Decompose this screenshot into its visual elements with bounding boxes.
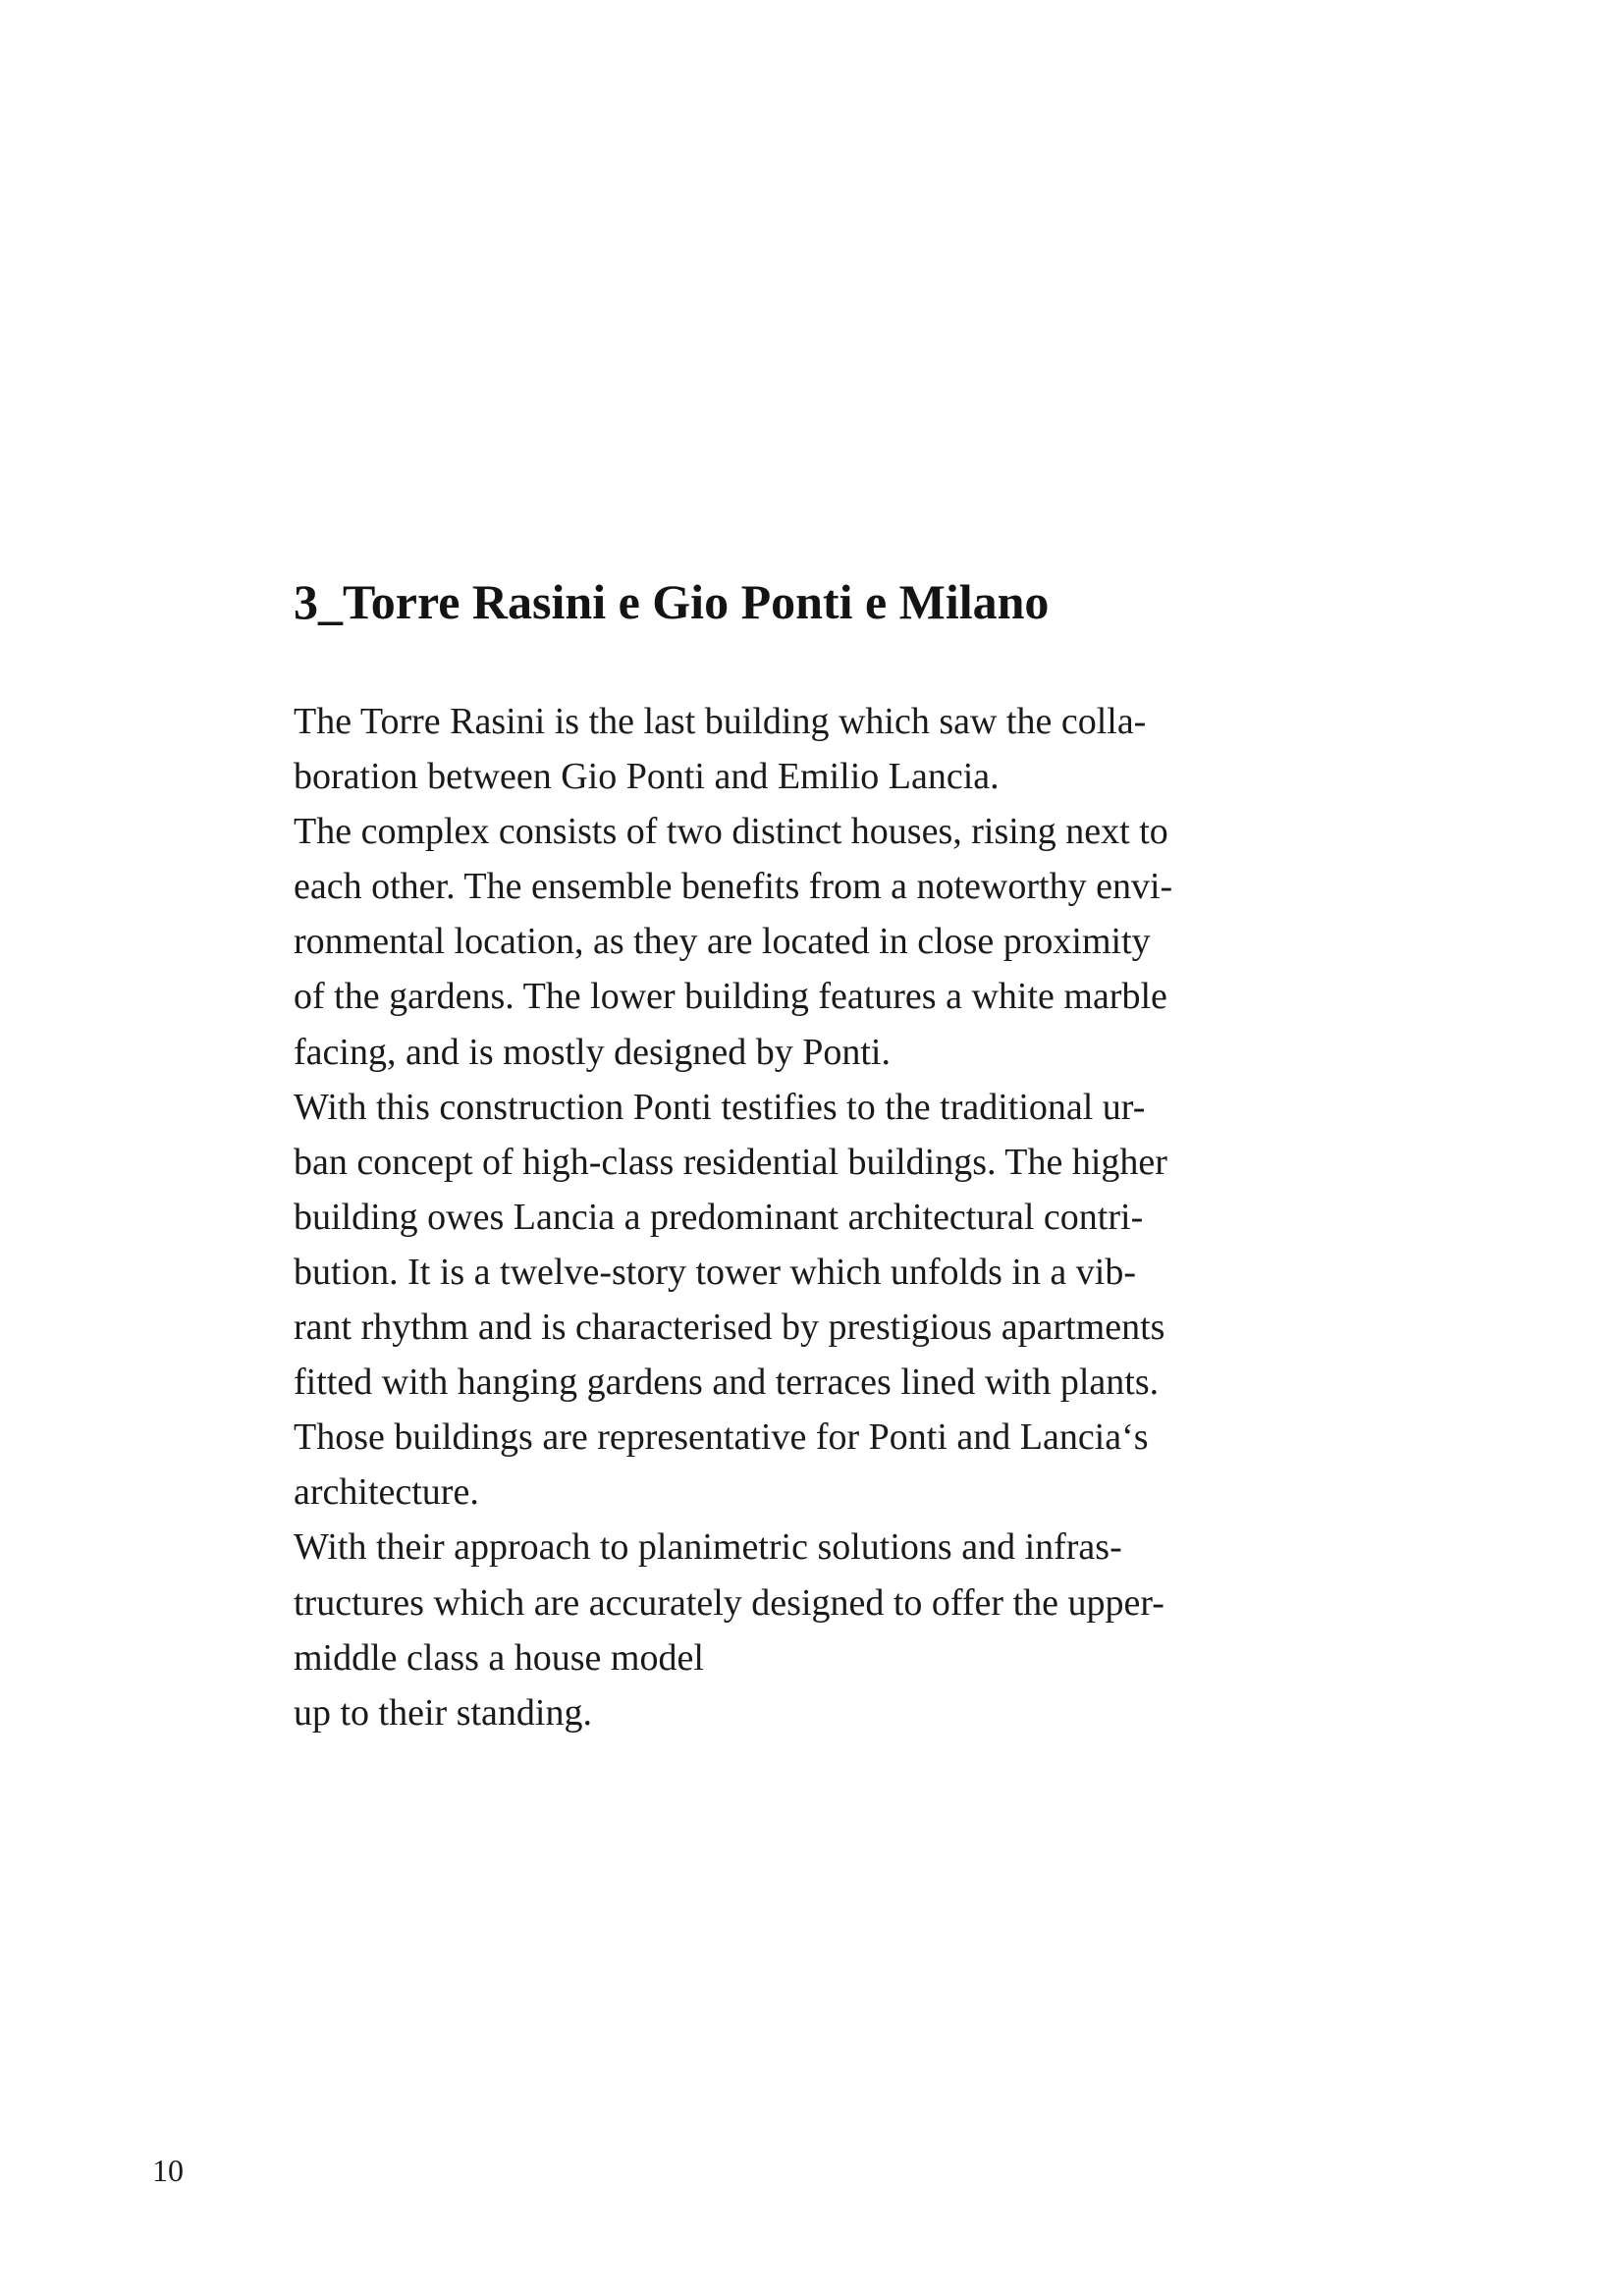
body-line: rant rhythm and is characterised by prestigious apartments bbox=[294, 1307, 1165, 1349]
body-line: fitted with hanging gardens and terraces lined with plants. bbox=[294, 1362, 1160, 1404]
body-line: tructures which are accurately designed to offer the upper- bbox=[294, 1581, 1164, 1624]
body-line: building owes Lancia a predominant architectural contri- bbox=[294, 1196, 1144, 1238]
body-line: With their approach to planimetric solutions and infras- bbox=[294, 1526, 1122, 1569]
body-line: of the gardens. The lower building features a white marble bbox=[294, 976, 1167, 1018]
body-line: up to their standing. bbox=[294, 1691, 592, 1734]
body-line: architecture. bbox=[294, 1471, 479, 1514]
page-number: 10 bbox=[152, 2153, 184, 2188]
body-line: bution. It is a twelve-story tower which unfolds in a vib- bbox=[294, 1251, 1137, 1293]
body-line: The complex consists of two distinct houses, rising next to bbox=[294, 811, 1168, 853]
body-line: Those buildings are representative for Ponti and Lancia‘s bbox=[294, 1416, 1149, 1459]
body-line: ban concept of high-class residential buildings. The higher bbox=[294, 1141, 1167, 1183]
body-line: The Torre Rasini is the last building which saw the colla- bbox=[294, 701, 1147, 742]
body-text bbox=[294, 694, 1354, 1740]
body-line: boration between Gio Ponti and Emilio Lancia. bbox=[294, 756, 1000, 798]
section-heading: 3_Torre Rasini e Gio Ponti e Milano bbox=[294, 574, 1050, 629]
body-line: ronmental location, as they are located in close proximity bbox=[294, 921, 1151, 963]
body-line: middle class a house model bbox=[294, 1636, 704, 1679]
body-line: facing, and is mostly designed by Ponti. bbox=[294, 1031, 891, 1073]
body-line: each other. The ensemble benefits from a noteworthy envi- bbox=[294, 866, 1173, 908]
body-line: With this construction Ponti testifies to the traditional ur- bbox=[294, 1086, 1146, 1128]
